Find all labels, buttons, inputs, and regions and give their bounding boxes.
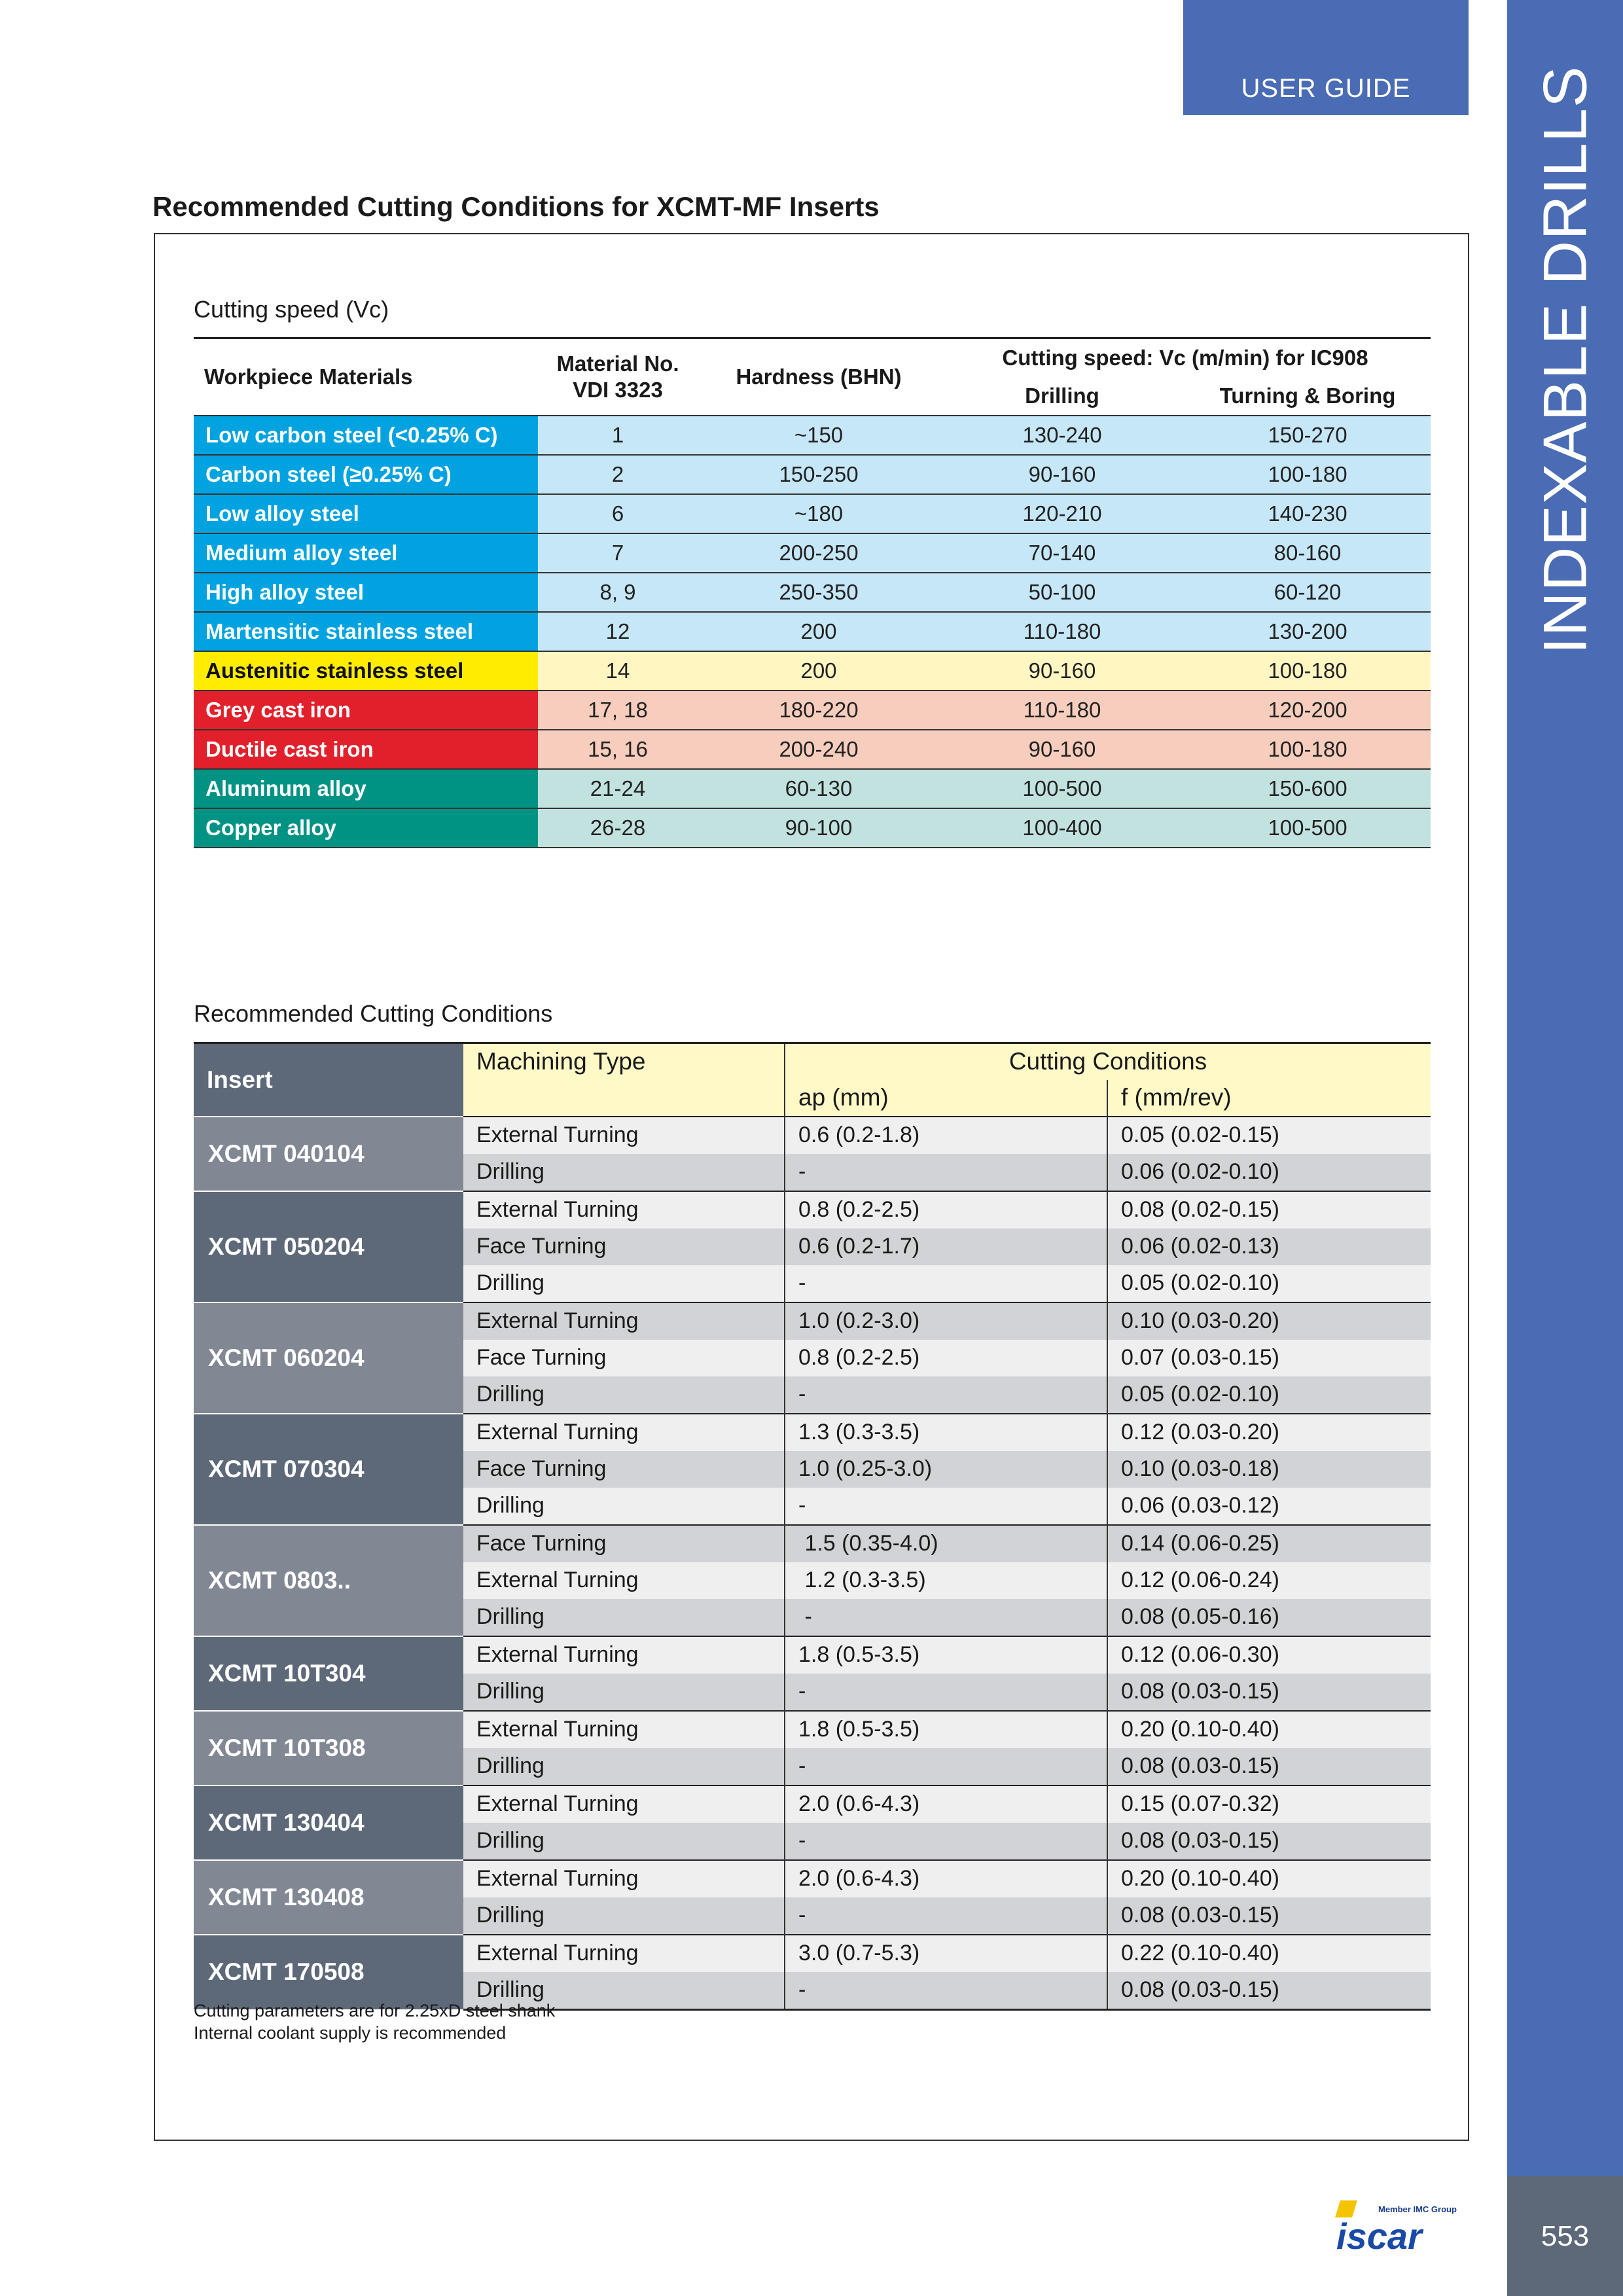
f-cell: 0.08 (0.03-0.15) bbox=[1107, 1972, 1431, 2010]
material-row bbox=[194, 455, 1431, 494]
machining-type-cell: External Turning bbox=[463, 1636, 785, 1674]
f-cell: 0.05 (0.02-0.15) bbox=[1107, 1117, 1431, 1154]
ap-cell: - bbox=[785, 1488, 1107, 1525]
f-cell: 0.22 (0.10-0.40) bbox=[1107, 1935, 1431, 1972]
material-row bbox=[194, 573, 1431, 612]
ap-cell: 3.0 (0.7-5.3) bbox=[785, 1935, 1107, 1972]
ap-cell: - bbox=[785, 1823, 1107, 1860]
insert-name-cell: XCMT 10T308 bbox=[194, 1711, 463, 1785]
hardness-cell: ~150 bbox=[698, 416, 940, 455]
ap-cell: - bbox=[785, 1154, 1107, 1191]
material-no-cell: 26-28 bbox=[538, 808, 698, 848]
material-row bbox=[194, 730, 1431, 769]
header-drilling: Drilling bbox=[1025, 384, 1099, 408]
material-row bbox=[194, 808, 1431, 848]
drilling-speed-cell: 110-180 bbox=[940, 612, 1185, 651]
drilling-speed-cell: 70-140 bbox=[940, 533, 1185, 573]
material-row bbox=[194, 612, 1431, 651]
f-cell: 0.20 (0.10-0.40) bbox=[1107, 1860, 1431, 1897]
turning-speed-cell: 100-500 bbox=[1185, 808, 1431, 848]
drilling-speed-cell: 50-100 bbox=[940, 573, 1185, 612]
insert-name-cell: XCMT 060204 bbox=[194, 1302, 463, 1414]
user-guide-tab bbox=[1183, 0, 1469, 115]
f-cell: 0.08 (0.03-0.15) bbox=[1107, 1823, 1431, 1860]
machining-type-cell: Drilling bbox=[463, 1748, 785, 1785]
material-no-cell: 1 bbox=[538, 416, 698, 455]
insert-name-cell: XCMT 130408 bbox=[194, 1860, 463, 1935]
f-cell: 0.10 (0.03-0.18) bbox=[1107, 1451, 1431, 1488]
f-cell: 0.10 (0.03-0.20) bbox=[1107, 1302, 1431, 1340]
material-row bbox=[194, 416, 1431, 455]
header-f: f (mm/rev) bbox=[1107, 1080, 1431, 1117]
logo-wordmark: iscar bbox=[1336, 2215, 1422, 2257]
material-name-cell: Grey cast iron bbox=[194, 691, 538, 730]
header-turning-boring: Turning & Boring bbox=[1219, 384, 1396, 408]
machining-type-cell: Face Turning bbox=[463, 1340, 785, 1376]
machining-type-cell: External Turning bbox=[463, 1785, 785, 1823]
machining-type-cell: External Turning bbox=[463, 1117, 785, 1154]
machining-type-cell: Drilling bbox=[463, 1599, 785, 1636]
hardness-cell: 90-100 bbox=[698, 808, 940, 848]
machining-type-cell: Face Turning bbox=[463, 1229, 785, 1265]
drilling-speed-cell: 90-160 bbox=[940, 455, 1185, 494]
machining-type-cell: Drilling bbox=[463, 1674, 785, 1711]
ap-cell: 1.0 (0.2-3.0) bbox=[785, 1302, 1107, 1340]
condition-row bbox=[194, 1117, 1431, 1154]
machining-type-cell: External Turning bbox=[463, 1302, 785, 1340]
header-cutting-speed: Cutting speed: Vc (m/min) for IC908 bbox=[1002, 346, 1368, 370]
material-name-cell: Ductile cast iron bbox=[194, 730, 538, 769]
ap-cell: 1.2 (0.3-3.5) bbox=[785, 1562, 1107, 1599]
condition-row bbox=[194, 1935, 1431, 1972]
drilling-speed-cell: 120-210 bbox=[940, 494, 1185, 533]
condition-row bbox=[194, 1302, 1431, 1340]
cutting-speed-table bbox=[194, 337, 1431, 848]
turning-speed-cell: 100-180 bbox=[1185, 651, 1431, 691]
drilling-speed-cell: 100-400 bbox=[940, 808, 1185, 848]
machining-type-cell: Drilling bbox=[463, 1897, 785, 1935]
ap-cell: - bbox=[785, 1599, 1107, 1636]
notes bbox=[194, 2000, 555, 2044]
f-cell: 0.08 (0.03-0.15) bbox=[1107, 1748, 1431, 1785]
drilling-speed-cell: 90-160 bbox=[940, 651, 1185, 691]
hardness-cell: 200 bbox=[698, 651, 940, 691]
page-number-box bbox=[1507, 2176, 1623, 2296]
cutting-speed-section-title: Cutting speed (Vc) bbox=[194, 296, 389, 323]
machining-type-cell: Drilling bbox=[463, 1823, 785, 1860]
header-insert: Insert bbox=[194, 1043, 463, 1117]
machining-type-cell: Drilling bbox=[463, 1265, 785, 1302]
condition-row bbox=[194, 1525, 1431, 1562]
ap-cell: 0.8 (0.2-2.5) bbox=[785, 1340, 1107, 1376]
f-cell: 0.08 (0.02-0.15) bbox=[1107, 1191, 1431, 1229]
material-no-cell: 15, 16 bbox=[538, 730, 698, 769]
hardness-cell: 60-130 bbox=[698, 769, 940, 808]
condition-row bbox=[194, 1860, 1431, 1897]
insert-name-cell: XCMT 10T304 bbox=[194, 1636, 463, 1711]
iscar-logo bbox=[1335, 2198, 1466, 2257]
insert-name-cell: XCMT 130404 bbox=[194, 1785, 463, 1860]
f-cell: 0.07 (0.03-0.15) bbox=[1107, 1340, 1431, 1376]
f-cell: 0.08 (0.03-0.15) bbox=[1107, 1674, 1431, 1711]
turning-speed-cell: 150-600 bbox=[1185, 769, 1431, 808]
material-row bbox=[194, 533, 1431, 573]
machining-type-cell: Drilling bbox=[463, 1972, 785, 2010]
f-cell: 0.15 (0.07-0.32) bbox=[1107, 1785, 1431, 1823]
f-cell: 0.08 (0.05-0.16) bbox=[1107, 1599, 1431, 1636]
drilling-speed-cell: 90-160 bbox=[940, 730, 1185, 769]
drilling-speed-cell: 130-240 bbox=[940, 416, 1185, 455]
f-cell: 0.12 (0.06-0.24) bbox=[1107, 1562, 1431, 1599]
f-cell: 0.20 (0.10-0.40) bbox=[1107, 1711, 1431, 1748]
condition-row bbox=[194, 1711, 1431, 1748]
material-no-cell: 12 bbox=[538, 612, 698, 651]
ap-cell: 0.6 (0.2-1.7) bbox=[785, 1229, 1107, 1265]
note-line: Internal coolant supply is recommended bbox=[194, 2023, 507, 2043]
drilling-speed-cell: 110-180 bbox=[940, 691, 1185, 730]
header-cutting-conditions: Cutting Conditions bbox=[785, 1043, 1431, 1080]
hardness-cell: 200-240 bbox=[698, 730, 940, 769]
machining-type-cell: Drilling bbox=[463, 1376, 785, 1414]
material-row bbox=[194, 769, 1431, 808]
material-row bbox=[194, 691, 1431, 730]
hardness-cell: 180-220 bbox=[698, 691, 940, 730]
ap-cell: 1.8 (0.5-3.5) bbox=[785, 1636, 1107, 1674]
ap-cell: - bbox=[785, 1972, 1107, 2010]
material-name-cell: High alloy steel bbox=[194, 573, 538, 612]
header-machining-type: Machining Type bbox=[463, 1043, 785, 1117]
conditions-section-title: Recommended Cutting Conditions bbox=[194, 1000, 553, 1027]
machining-type-cell: Face Turning bbox=[463, 1451, 785, 1488]
insert-name-cell: XCMT 170508 bbox=[194, 1935, 463, 2010]
material-no-cell: 17, 18 bbox=[538, 691, 698, 730]
machining-type-cell: External Turning bbox=[463, 1191, 785, 1229]
hardness-cell: 250-350 bbox=[698, 573, 940, 612]
header-material-no: Material No. VDI 3323 bbox=[556, 351, 679, 402]
turning-speed-cell: 100-180 bbox=[1185, 730, 1431, 769]
material-name-cell: Medium alloy steel bbox=[194, 533, 538, 573]
f-cell: 0.08 (0.03-0.15) bbox=[1107, 1897, 1431, 1935]
material-row bbox=[194, 494, 1431, 533]
material-no-cell: 21-24 bbox=[538, 769, 698, 808]
machining-type-cell: Drilling bbox=[463, 1488, 785, 1525]
ap-cell: 2.0 (0.6-4.3) bbox=[785, 1860, 1107, 1897]
machining-type-cell: External Turning bbox=[463, 1935, 785, 1972]
cutting-conditions-table bbox=[194, 1042, 1431, 2011]
f-cell: 0.06 (0.02-0.13) bbox=[1107, 1229, 1431, 1265]
machining-type-cell: External Turning bbox=[463, 1414, 785, 1451]
user-guide-label: USER GUIDE bbox=[1241, 74, 1411, 103]
f-cell: 0.14 (0.06-0.25) bbox=[1107, 1525, 1431, 1562]
logo-tagline: Member IMC Group bbox=[1378, 2204, 1457, 2214]
ap-cell: 1.3 (0.3-3.5) bbox=[785, 1414, 1107, 1451]
material-name-cell: Martensitic stainless steel bbox=[194, 612, 538, 651]
turning-speed-cell: 120-200 bbox=[1185, 691, 1431, 730]
turning-speed-cell: 130-200 bbox=[1185, 612, 1431, 651]
condition-row bbox=[194, 1191, 1431, 1229]
material-row bbox=[194, 651, 1431, 691]
insert-name-cell: XCMT 070304 bbox=[194, 1414, 463, 1525]
ap-cell: - bbox=[785, 1748, 1107, 1785]
ap-cell: 1.0 (0.25-3.0) bbox=[785, 1451, 1107, 1488]
material-no-cell: 6 bbox=[538, 494, 698, 533]
ap-cell: 1.5 (0.35-4.0) bbox=[785, 1525, 1107, 1562]
condition-row bbox=[194, 1414, 1431, 1451]
page-title: Recommended Cutting Conditions for XCMT-MF Inserts bbox=[152, 191, 880, 222]
material-name-cell: Low alloy steel bbox=[194, 494, 538, 533]
machining-type-cell: Drilling bbox=[463, 1154, 785, 1191]
side-title: INDEXABLE DRILLS bbox=[1530, 65, 1599, 655]
condition-row bbox=[194, 1785, 1431, 1823]
insert-name-cell: XCMT 040104 bbox=[194, 1117, 463, 1191]
ap-cell: 0.6 (0.2-1.8) bbox=[785, 1117, 1107, 1154]
machining-type-cell: External Turning bbox=[463, 1711, 785, 1748]
header-ap: ap (mm) bbox=[785, 1080, 1107, 1117]
ap-cell: - bbox=[785, 1897, 1107, 1935]
header-workpiece-materials: Workpiece Materials bbox=[204, 365, 413, 389]
page-number: 553 bbox=[1541, 2219, 1590, 2252]
turning-speed-cell: 100-180 bbox=[1185, 455, 1431, 494]
material-no-cell: 2 bbox=[538, 455, 698, 494]
turning-speed-cell: 140-230 bbox=[1185, 494, 1431, 533]
ap-cell: 1.8 (0.5-3.5) bbox=[785, 1711, 1107, 1748]
machining-type-cell: External Turning bbox=[463, 1860, 785, 1897]
hardness-cell: 200 bbox=[698, 612, 940, 651]
hardness-cell: 200-250 bbox=[698, 533, 940, 573]
iscar-logo-graphic bbox=[1335, 2198, 1466, 2257]
f-cell: 0.12 (0.03-0.20) bbox=[1107, 1414, 1431, 1451]
header-hardness: Hardness (BHN) bbox=[736, 365, 902, 389]
ap-cell: - bbox=[785, 1376, 1107, 1414]
turning-speed-cell: 60-120 bbox=[1185, 573, 1431, 612]
ap-cell: - bbox=[785, 1674, 1107, 1711]
side-title-container bbox=[1507, 0, 1623, 720]
hardness-cell: 150-250 bbox=[698, 455, 940, 494]
ap-cell: - bbox=[785, 1265, 1107, 1302]
condition-row bbox=[194, 1636, 1431, 1674]
material-name-cell: Copper alloy bbox=[194, 808, 538, 848]
machining-type-cell: Face Turning bbox=[463, 1525, 785, 1562]
drilling-speed-cell: 100-500 bbox=[940, 769, 1185, 808]
material-name-cell: Aluminum alloy bbox=[194, 769, 538, 808]
ap-cell: 0.8 (0.2-2.5) bbox=[785, 1191, 1107, 1229]
material-no-cell: 7 bbox=[538, 533, 698, 573]
material-name-cell: Low carbon steel (<0.25% C) bbox=[194, 416, 538, 455]
turning-speed-cell: 80-160 bbox=[1185, 533, 1431, 573]
f-cell: 0.06 (0.03-0.12) bbox=[1107, 1488, 1431, 1525]
note-line: Cutting parameters are for 2.25xD steel shank bbox=[194, 2001, 556, 2020]
material-no-cell: 8, 9 bbox=[538, 573, 698, 612]
turning-speed-cell: 150-270 bbox=[1185, 416, 1431, 455]
ap-cell: 2.0 (0.6-4.3) bbox=[785, 1785, 1107, 1823]
f-cell: 0.05 (0.02-0.10) bbox=[1107, 1376, 1431, 1414]
f-cell: 0.06 (0.02-0.10) bbox=[1107, 1154, 1431, 1191]
f-cell: 0.05 (0.02-0.10) bbox=[1107, 1265, 1431, 1302]
f-cell: 0.12 (0.06-0.30) bbox=[1107, 1636, 1431, 1674]
insert-name-cell: XCMT 050204 bbox=[194, 1191, 463, 1302]
hardness-cell: ~180 bbox=[698, 494, 940, 533]
material-no-cell: 14 bbox=[538, 651, 698, 691]
machining-type-cell: External Turning bbox=[463, 1562, 785, 1599]
material-name-cell: Carbon steel (≥0.25% C) bbox=[194, 455, 538, 494]
insert-name-cell: XCMT 0803.. bbox=[194, 1525, 463, 1636]
material-name-cell: Austenitic stainless steel bbox=[194, 651, 538, 691]
